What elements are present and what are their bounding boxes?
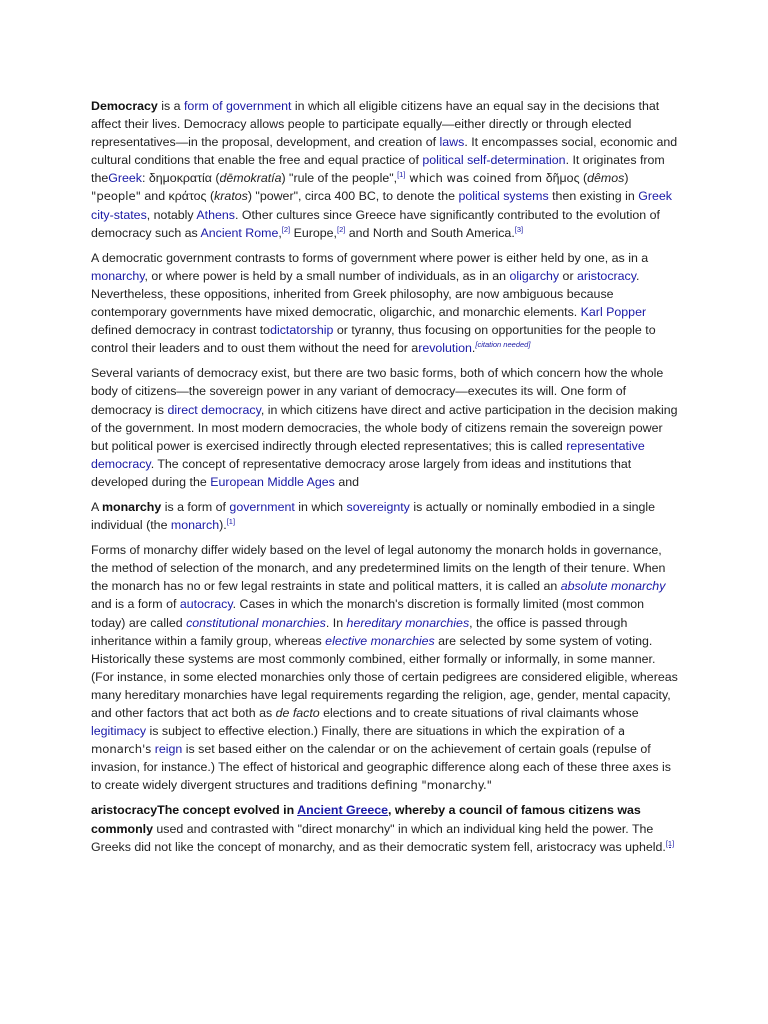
link-autocracy[interactable]: autocracy xyxy=(179,597,233,612)
link-hereditary-monarchies[interactable] xyxy=(347,616,470,630)
text: ( xyxy=(211,171,220,186)
link-revolution[interactable]: revolution xyxy=(418,341,472,356)
link-elective-monarchies[interactable] xyxy=(325,634,435,648)
text: . xyxy=(471,341,476,356)
link-dictatorship[interactable]: dictatorship xyxy=(270,323,334,338)
text: . It originates from the xyxy=(91,153,665,186)
text: "people" xyxy=(91,189,141,204)
link-reign[interactable]: reign xyxy=(154,742,183,757)
text: Forms of monarchy differ widely based on the level of legal autonomy the monarch holds in governance, the method of selection of the monarch, and any predetermined limits on the length of their tenure. When the monarch has no or few legal restraints in state and political matters, it is called an xyxy=(91,543,666,594)
citation-link[interactable]: [2] xyxy=(281,224,291,234)
text: and xyxy=(334,474,359,489)
citation-ref[interactable] xyxy=(282,225,290,234)
citation-link[interactable]: [1] xyxy=(665,838,675,848)
text: then existing in xyxy=(548,189,639,204)
text: . It encompasses social, economic and cultural conditions that enable the free and equal practice of xyxy=(91,135,678,168)
link-karl-popper[interactable]: Karl Popper xyxy=(580,305,647,320)
text: is a form of xyxy=(161,499,230,514)
text: A democratic government contrasts to forms of government where power is either held by one, as in a xyxy=(91,250,649,265)
text: is subject to effective election.) Finally, there are situations in which the xyxy=(146,724,541,739)
text: which was coined from xyxy=(405,171,546,186)
term-aristocracy: aristocracyThe concept evolved in xyxy=(91,803,298,818)
term-de-facto: de facto xyxy=(275,706,320,720)
greek-word-kratos: κράτος xyxy=(168,189,207,204)
link-government[interactable]: government xyxy=(229,499,295,514)
transliteration-demokratia: dēmokratía xyxy=(219,171,282,186)
text: . Nevertheless, these oppositions, inherited from Greek philosophy, are now ambiguous because contemporary governments have mixed democratic, oligarchic, and monarchic elements. xyxy=(91,268,640,320)
text: ) "rule of the people", xyxy=(281,171,398,186)
text: Several variants of democracy exist, but there are two basic forms, both of which concern how the whole body of citizens—the sovereign power in any variant of democracy—executes its will. One form of democracy is xyxy=(91,366,664,417)
text: in which all eligible citizens have an equal say in the decisions that affect their lives. Democracy allows people to participate equally—either directly or through elected representatives—in the proposal, development, and creation of xyxy=(91,99,660,150)
text: , the office is passed through inheritance within a family group, whereas xyxy=(91,615,628,648)
link-text: hereditary monarchies xyxy=(346,615,470,630)
text: , or where power is held by a small number of individuals, as in an xyxy=(144,268,510,283)
citation-ref[interactable] xyxy=(515,225,523,234)
link-political-systems[interactable]: political systems xyxy=(458,189,549,204)
link-monarchy[interactable]: monarchy xyxy=(91,268,145,283)
link-oligarchy[interactable]: oligarchy xyxy=(509,268,560,283)
link-greek-city-states[interactable]: Greek city-states xyxy=(91,189,672,222)
text: used and contrasted with "direct monarchy" in which an individual king held the power. The Greeks did not like the concept of monarchy, and as their democratic system fell, aristocracy was upheld. xyxy=(91,821,666,854)
text: defining "monarchy." xyxy=(370,778,493,793)
text: ). xyxy=(219,518,227,533)
citation-link[interactable]: [1] xyxy=(226,516,236,526)
text: . In xyxy=(325,615,347,630)
text: expiration of a monarch's xyxy=(91,724,626,757)
citation-ref[interactable] xyxy=(227,517,235,526)
text: in which xyxy=(294,499,347,514)
text: and xyxy=(140,189,169,204)
citation-needed-text: [citation needed] xyxy=(475,340,531,350)
link-form-of-government[interactable]: form of government xyxy=(183,99,292,113)
text: and North and South America. xyxy=(345,225,515,240)
text: are selected by some system of voting. Historically these systems are most commonly combined, either formally or informally, in some manner. (For instance, in some elected monarchies only those of certain pedigrees are considered eligible, whereas many hereditary monarchies have legal requirements regarding the religion, age, gender, mental capacity, and other factors that act both as xyxy=(91,633,678,720)
citation-link[interactable]: [2] xyxy=(336,224,346,234)
text: is set based either on the calendar or on the achievement of certain goals (repulse of invasion, for instance.) The effect of historical and geographic difference along each of these three axes is to create widely divergent structures and traditions xyxy=(91,742,671,793)
text: . Other cultures since Greece have significantly contributed to the evolution of democracy such as xyxy=(91,207,660,240)
link-aristocracy[interactable]: aristocracy xyxy=(577,268,636,283)
text: . The concept of representative democracy arose largely from ideas and institutions that developed during the xyxy=(91,456,632,489)
transliteration-demos: dêmos xyxy=(587,171,625,186)
link-representative-democracy[interactable]: representative democracy xyxy=(91,438,645,471)
link-greek[interactable]: Greek xyxy=(108,171,142,186)
link-text: absolute monarchy xyxy=(560,579,666,594)
text: ( xyxy=(579,171,588,186)
link-laws[interactable]: laws xyxy=(439,135,465,150)
paragraph-democracy-variants xyxy=(91,364,681,491)
text: is a xyxy=(157,99,184,113)
link-text: elective monarchies xyxy=(325,633,435,648)
link-constitutional-monarchies[interactable] xyxy=(186,616,326,630)
text: A xyxy=(91,499,103,514)
paragraph-democracy-definition xyxy=(91,97,681,242)
text: ) xyxy=(624,171,629,186)
link-ancient-rome[interactable]: Ancient Rome xyxy=(200,225,279,240)
link-legitimacy[interactable]: legitimacy xyxy=(91,724,147,739)
text: , xyxy=(278,225,282,240)
text: , in which citizens have direct and active participation in the decision making of the government. In most modern democracies, the whole body of citizens remain the sovereign power but political power is exercised indirectly through elected representatives; this is called xyxy=(91,402,678,453)
text: , notably xyxy=(146,207,197,222)
citation-needed-tag[interactable] xyxy=(475,340,530,349)
citation-link[interactable]: [1] xyxy=(397,170,406,180)
text: or xyxy=(559,268,578,283)
bold-text: , whereby a council of famous citizens was commonly xyxy=(91,803,641,836)
transliteration-kratos: kratos xyxy=(214,189,248,204)
text: Europe, xyxy=(290,225,337,240)
link-text: constitutional monarchies xyxy=(186,615,326,630)
link-monarch[interactable]: monarch xyxy=(170,518,220,533)
term-democracy: Democracy xyxy=(91,99,158,113)
paragraph-democracy-contrast xyxy=(91,249,681,358)
link-political-self-determination[interactable]: political self-determination xyxy=(422,153,566,168)
text: or tyranny, thus focusing on opportunities for the people to control their leaders and to oust them without the need for a xyxy=(91,323,656,356)
text: : xyxy=(141,171,149,186)
text: elections and to create situations of rival claimants whose xyxy=(319,706,639,720)
link-direct-democracy[interactable]: direct democracy xyxy=(167,402,261,417)
text: ( xyxy=(206,189,215,204)
citation-link[interactable]: [3] xyxy=(514,224,524,234)
greek-word-demokratia: δημοκρατία xyxy=(148,171,212,186)
greek-word-demos: δῆμος xyxy=(545,171,580,186)
text: . Cases in which the monarch's discretion is formally limited (most common today) are called xyxy=(91,597,645,630)
citation-needed-link[interactable] xyxy=(475,340,530,349)
term-monarchy: monarchy xyxy=(102,499,162,514)
text: ) "power", circa 400 BC, to denote the xyxy=(247,189,459,204)
link-european-middle-ages[interactable]: European Middle Ages xyxy=(210,474,335,489)
citation-ref[interactable] xyxy=(666,839,674,848)
link-sovereignty[interactable]: sovereignty xyxy=(346,499,410,514)
paragraph-monarchy-definition xyxy=(91,498,681,534)
text: and is a form of xyxy=(91,597,180,612)
text: is actually or nominally embodied in a single individual (the xyxy=(91,499,656,533)
paragraph-monarchy-forms xyxy=(91,541,681,794)
link-athens[interactable]: Athens xyxy=(196,207,235,222)
paragraph-aristocracy xyxy=(91,801,681,855)
link-ancient-greece[interactable]: Ancient Greece xyxy=(297,803,389,818)
text: defined democracy in contrast to xyxy=(91,323,271,338)
article-body xyxy=(91,97,681,863)
link-absolute-monarchy[interactable] xyxy=(561,579,666,593)
